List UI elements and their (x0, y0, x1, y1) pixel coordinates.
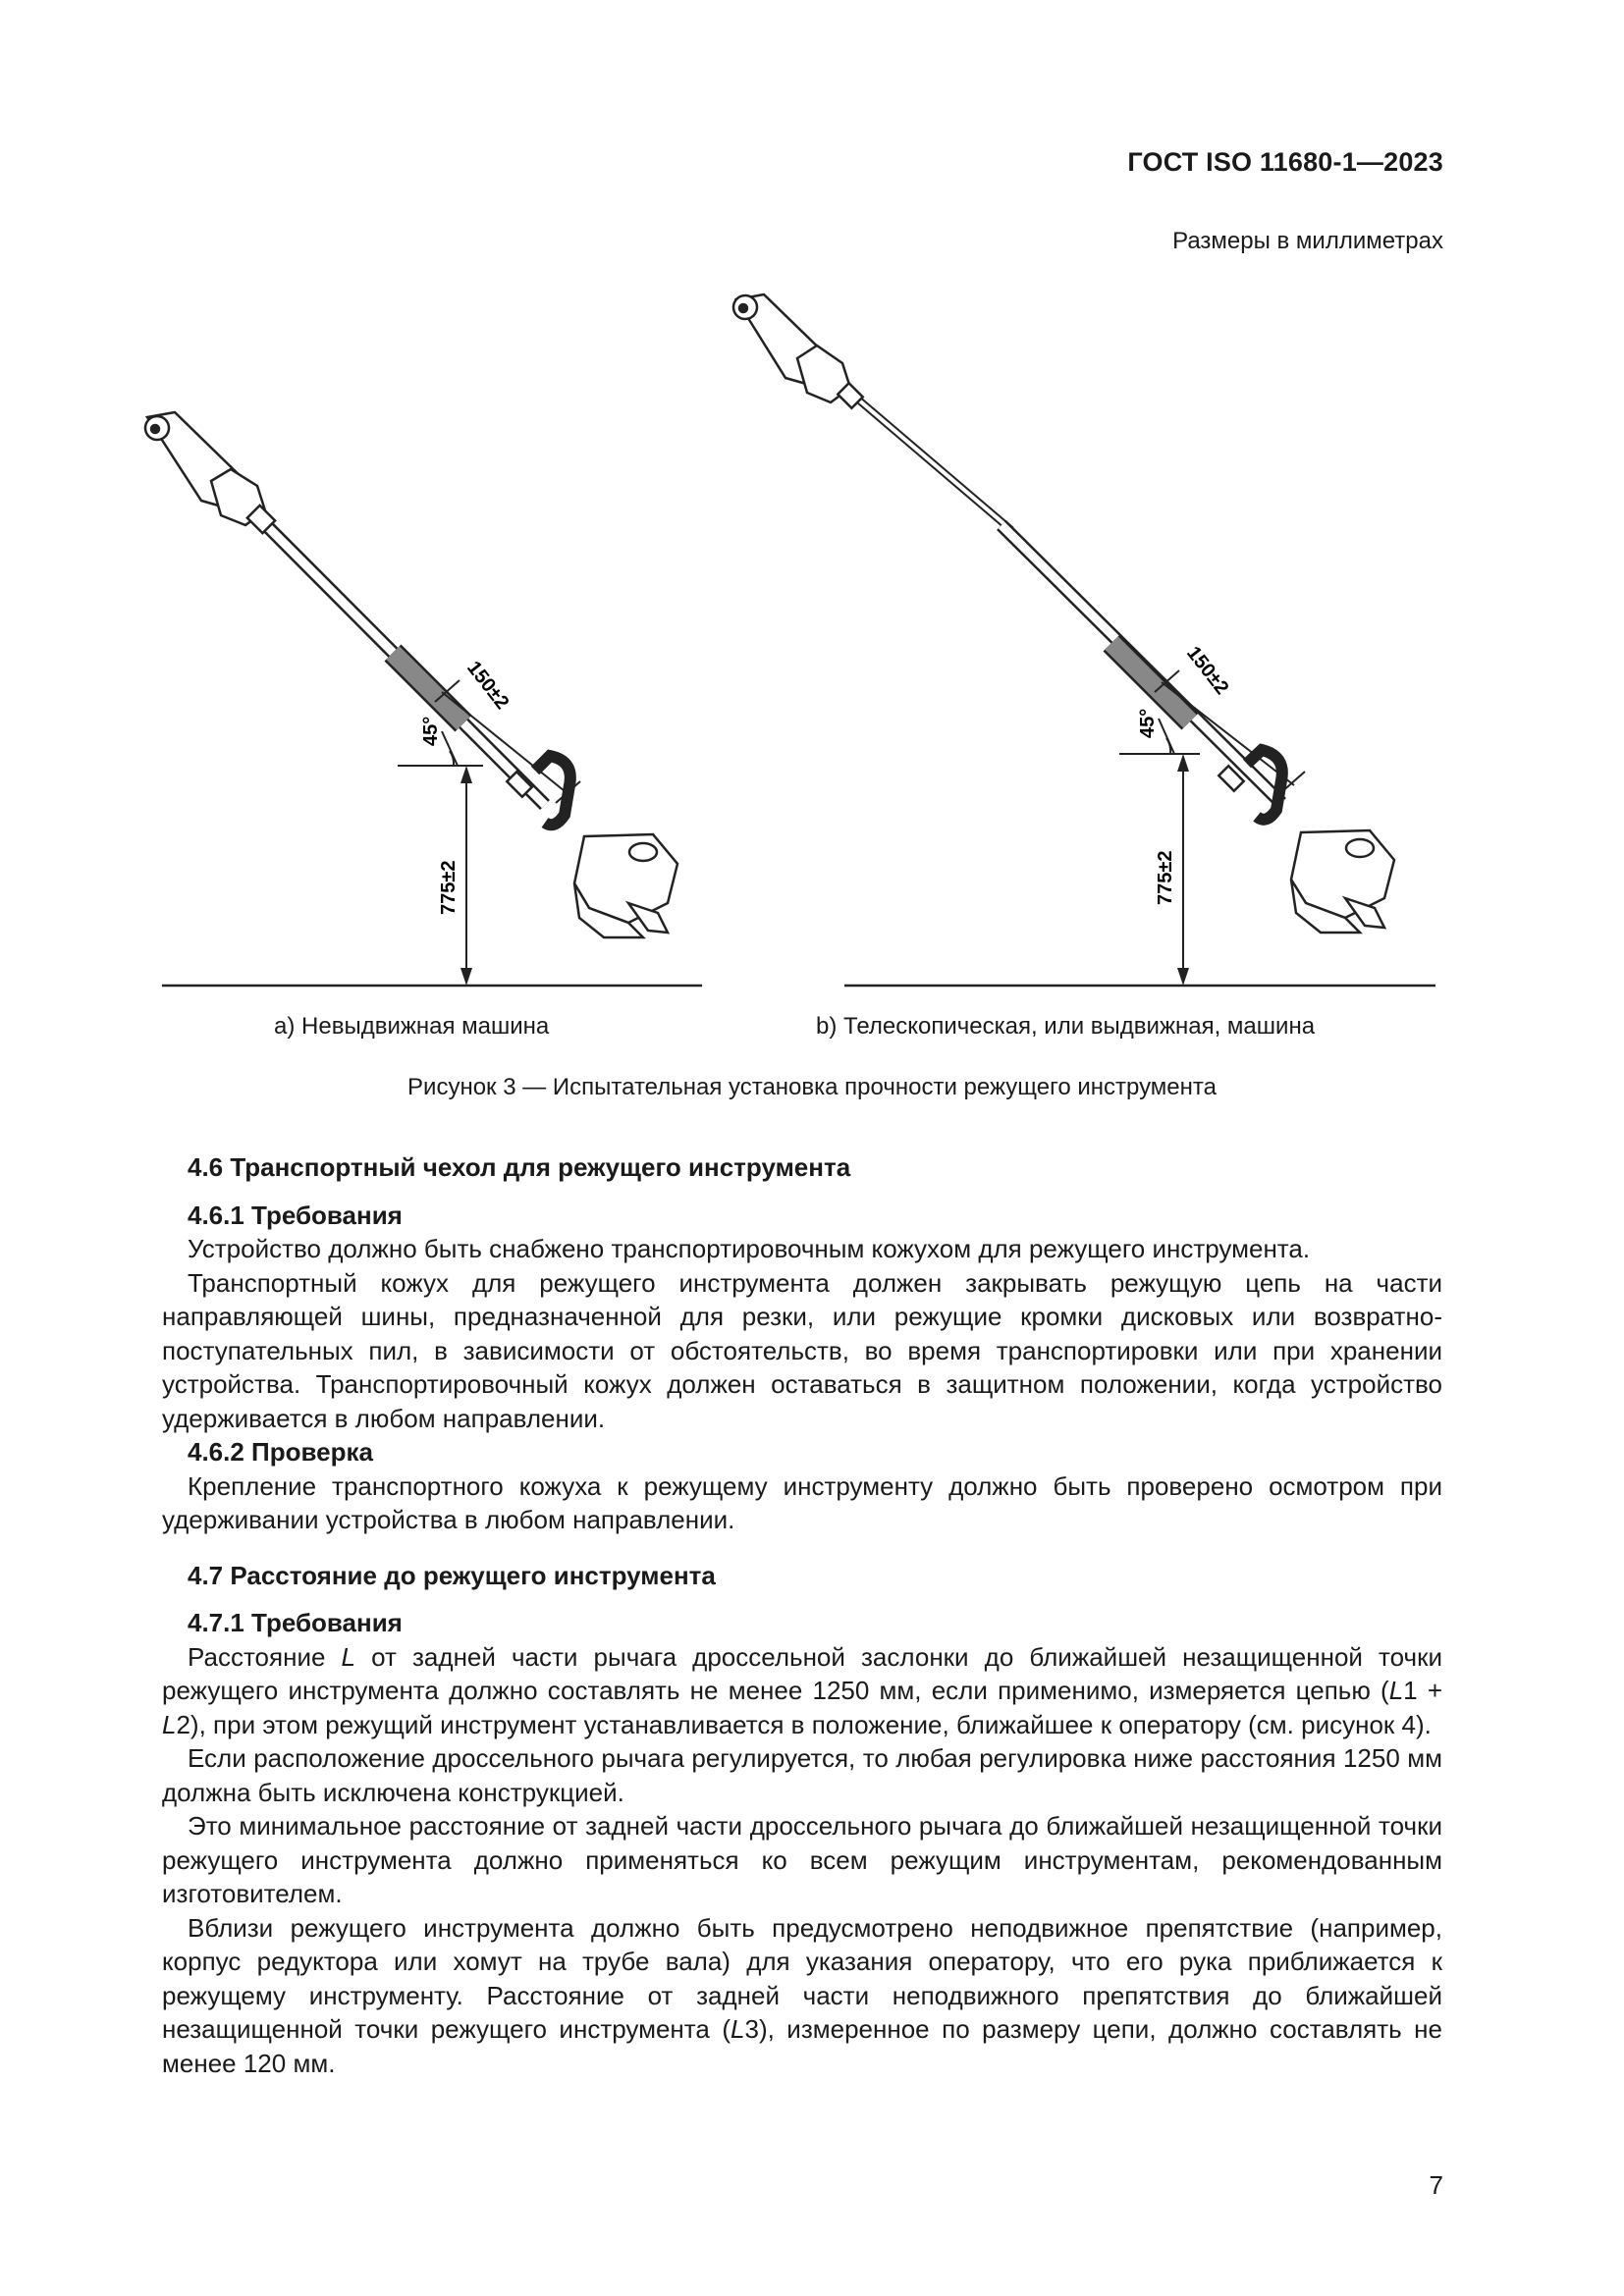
para-4-6-1-b: Транспортный кожух для режущего инструмента должен закрывать режущую цепь на части направляющей шины, предназначенной для резки, или режущие кромки дисковых или возвратно-поступательных пил, в зависимости от обстоятельств, во время транспортировки или при хранении устройства. Транспортировочный кожух должен оставаться в защитном положении, когда устройство удерживается в любом направлении. (162, 1267, 1442, 1433)
para-4-7-1-b: Если расположение дроссельного рычага регулируется, то любая регулировка ниже расстояния 1250 мм должна быть исключена конструкцией. (162, 1743, 1442, 1807)
text-run: 1 + (1403, 1676, 1443, 1705)
para-4-7-1-a (162, 1640, 1442, 1742)
para-4-6-2-a: Крепление транспортного кожуха к режущему инструменту должно быть проверено осмотром при удерживании устройства в любом направлении. (162, 1470, 1442, 1534)
figure-caption: Рисунок 3 — Испытательная установка прочности режущего инструмента (407, 1074, 1217, 1100)
height-label-a: 775±2 (438, 860, 460, 915)
text-run: 3), измеренное по размеру цепи, должно составлять не менее 120 мм. (162, 2014, 1443, 2078)
body-text (162, 1129, 1442, 2080)
text-run: 2), при этом режущий инструмент устанавливается в положение, ближайшее к оператору (см. рисунок 4). (176, 1709, 1432, 1739)
dim-150-line-a (442, 692, 569, 795)
text-run: Вблизи режущего инструмента должно быть предусмотрено неподвижное препятствие (например, корпус редуктора или хомут на трубе вала) для указания оператору, что его рука приближается к режущему инструменту. Расстояние от задней части неподвижного препятствия до ближайшей незащищенной точки режущего инструмента ( (162, 1912, 1442, 2044)
height-label-b: 775±2 (1155, 850, 1176, 905)
subcaption-a: a) Невыдвижная машина (274, 1013, 550, 1040)
figure-3-drawing (0, 265, 1624, 1011)
heading-4-7-1: 4.7.1 Требования (188, 1608, 403, 1637)
angle-label-b: 45° (1137, 708, 1159, 738)
grip-a (393, 653, 463, 723)
dimensions-note: Размеры в миллиметрах (1172, 228, 1443, 254)
heading-4-6-1: 4.6.1 Требования (188, 1200, 403, 1230)
subcaption-b: b) Телескопическая, или выдвижная, машина (816, 1013, 1316, 1040)
para-4-6-1-a: Устройство должно быть снабжено транспортировочным кожухом для режущего инструмента. (188, 1234, 1311, 1263)
length-label-a: 150±2 (462, 657, 514, 714)
standard-designation: ГОСТ ISO 11680-1—2023 (1127, 147, 1443, 177)
text-run: от задней части рычага дроссельной заслонки до ближайшей незащищенной точки режущего инструмента должно составлять не менее 1250 мм, если применимо, измеряется цепью ( (162, 1641, 1442, 1705)
machine-b-drawing (733, 294, 1435, 986)
heading-4-6-2: 4.6.2 Проверка (188, 1437, 373, 1467)
para-4-7-1-c: Это минимальное расстояние от задней части дроссельного рычага до ближайшей незащищенной точки режущего инструмента должно применяться ко всем режущим инструментам, рекомендованным изготовителем. (162, 1811, 1442, 1908)
machine-a-drawing (145, 412, 702, 986)
para-4-7-1-d (162, 1911, 1442, 2081)
heading-4-7: 4.7 Расстояние до режущего инструмента (188, 1560, 716, 1590)
angle-label-a: 45° (420, 716, 442, 746)
var-L: L (341, 1641, 356, 1672)
var-L2: L (162, 1709, 177, 1739)
heading-4-6: 4.6 Транспортный чехол для режущего инструмента (188, 1152, 851, 1182)
figure-3 (0, 265, 1624, 1011)
page-number: 7 (1429, 2170, 1443, 2200)
var-L3: L (731, 2014, 745, 2044)
var-L1: L (1388, 1676, 1404, 1705)
length-label-b: 150±2 (1182, 642, 1233, 699)
text-run: Расстояние (188, 1641, 342, 1672)
